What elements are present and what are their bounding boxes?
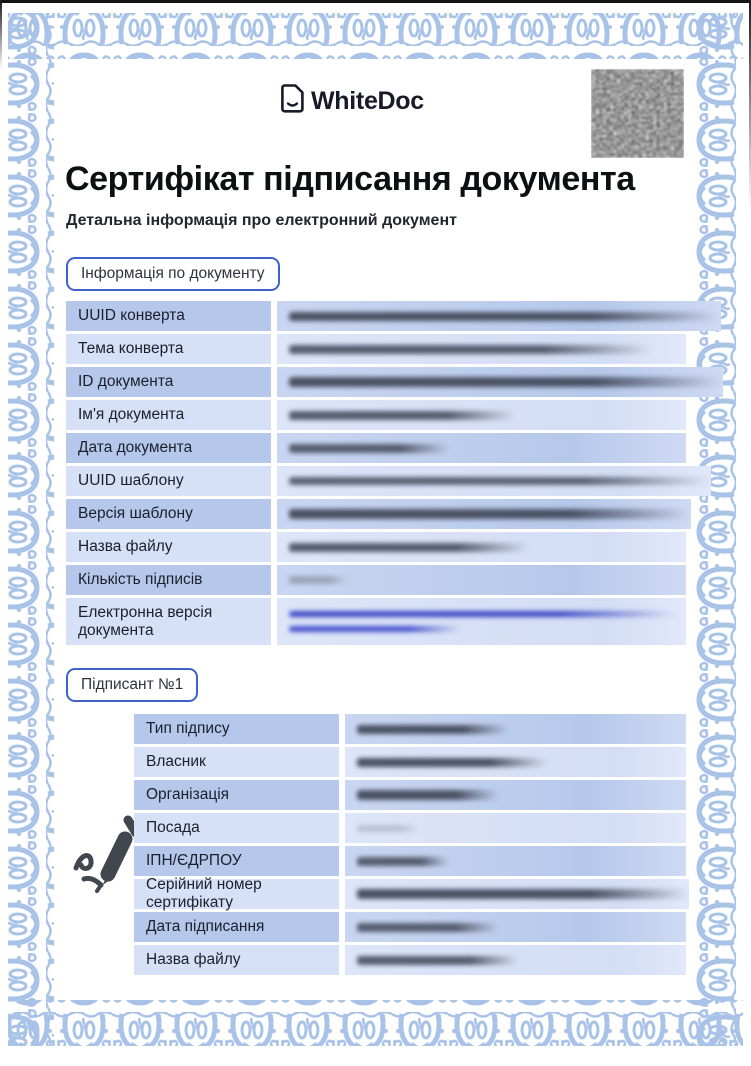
redacted-value-bar: [289, 377, 723, 387]
row-value: [345, 747, 686, 777]
row-label: Серійний номер сертифікату: [134, 879, 339, 909]
page-subtitle: Детальна інформація про електронний документ: [66, 212, 457, 229]
row-value: [345, 879, 689, 909]
row-value: [277, 565, 686, 595]
table-row: [66, 334, 686, 364]
row-label: Дата підписання: [134, 912, 339, 942]
redacted-link-bar: [289, 626, 461, 632]
row-value: [277, 400, 686, 430]
redacted-value-bar: [289, 576, 347, 584]
table-row: [134, 747, 686, 777]
row-label: Організація: [134, 780, 339, 810]
row-value: [345, 714, 686, 744]
row-value: [277, 466, 711, 496]
table-row: [134, 813, 686, 843]
table-row: [134, 780, 686, 810]
whitedoc-logo: [281, 84, 424, 118]
table-row: [134, 912, 686, 942]
table-row: [66, 301, 686, 331]
logo-text: WhiteDoc: [311, 86, 424, 115]
redacted-value-bar: [357, 889, 689, 899]
redacted-value-bar: [289, 411, 515, 420]
redacted-value-bar: [289, 509, 691, 519]
row-value: [277, 334, 686, 364]
row-label: Кількість підписів: [66, 565, 271, 595]
row-label: Назва файлу: [134, 945, 339, 975]
row-label: ID документа: [66, 367, 271, 397]
qr-code-image: [589, 67, 686, 160]
row-label: Ім'я документа: [66, 400, 271, 430]
row-value: [345, 813, 686, 843]
redacted-value-bar: [357, 857, 449, 866]
row-label: Тип підпису: [134, 714, 339, 744]
row-label: Власник: [134, 747, 339, 777]
redacted-value-bar: [289, 444, 449, 453]
table-row: [66, 499, 686, 529]
redacted-value-bar: [289, 477, 711, 485]
table-row: [66, 433, 686, 463]
redacted-value-bar: [357, 956, 519, 965]
row-value: [345, 912, 686, 942]
redacted-value-bar: [289, 543, 529, 552]
redacted-value-bar: [357, 725, 509, 734]
row-label: Електронна версія документа: [66, 598, 271, 645]
table-row: [66, 367, 686, 397]
redacted-value-bar: [289, 312, 721, 321]
document-link-redacted[interactable]: [277, 598, 686, 645]
table-row: [66, 565, 686, 595]
row-label: UUID конверта: [66, 301, 271, 331]
scan-artifact-top-edge: [0, 0, 751, 3]
document-icon: [281, 84, 304, 118]
row-value: [277, 433, 686, 463]
table-row: [134, 714, 686, 744]
table-row: [66, 532, 686, 562]
row-value: [277, 367, 723, 397]
redacted-value-bar: [357, 758, 547, 767]
row-value: [277, 499, 691, 529]
row-value: [277, 301, 721, 331]
table-row: [66, 400, 686, 430]
redacted-value-bar: [357, 825, 419, 832]
row-value: [345, 846, 686, 876]
row-label: UUID шаблону: [66, 466, 271, 496]
row-label: Версія шаблону: [66, 499, 271, 529]
row-value: [345, 945, 686, 975]
scan-artifact-left-edge: [0, 0, 2, 70]
table-row: [134, 876, 686, 911]
redacted-value-bar: [357, 790, 499, 800]
row-label: Назва файлу: [66, 532, 271, 562]
section-badge-document-info: Інформація по документу: [66, 257, 280, 291]
row-value: [345, 780, 686, 810]
row-label: ІПН/ЄДРПОУ: [134, 846, 339, 876]
document-info-table: [66, 301, 686, 648]
row-label: Тема конверта: [66, 334, 271, 364]
row-label: Посада: [134, 813, 339, 843]
redacted-value-bar: [289, 345, 651, 354]
section-badge-signer-1: Підписант №1: [66, 668, 198, 702]
table-row: [134, 945, 686, 975]
table-row: [66, 466, 686, 496]
table-row: [134, 846, 686, 876]
row-value: [277, 532, 686, 562]
signer-table: [134, 714, 686, 978]
table-row: [66, 598, 686, 645]
page-title: Сертифікат підписання документа: [65, 160, 635, 198]
redacted-link-bar: [289, 611, 677, 617]
redacted-value-bar: [357, 923, 499, 932]
row-label: Дата документа: [66, 433, 271, 463]
